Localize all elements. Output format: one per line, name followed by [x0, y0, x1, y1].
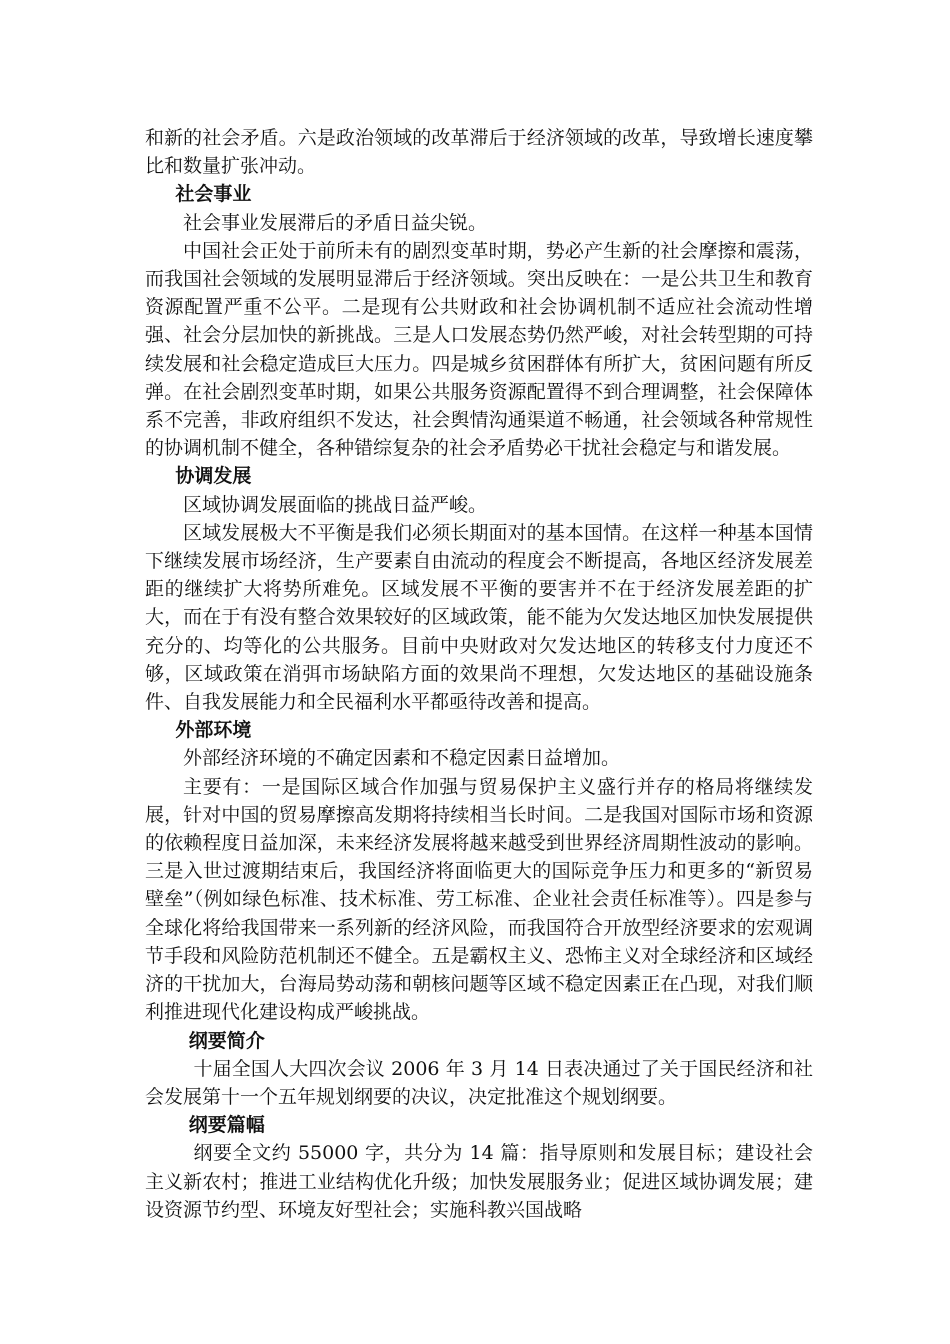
section-lead-social-affairs: 社会事业发展滞后的矛盾日益尖锐。: [183, 211, 488, 234]
section-body-outline-length: 纲要全文约 55000 字，共分为 14 篇：指导原则和发展目标；建设社会主义新农村；推进工业结构优化升级；加快发展服务业；促进区域协调发展；建设资源节约型、环境友好型社会；实施科教兴国战略: [145, 1142, 813, 1221]
section-heading-external-environment: 外部环境: [175, 719, 252, 742]
section-heading-social-affairs: 社会事业: [175, 183, 252, 206]
section-body-coordinated-development: 区域发展极大不平衡是我们必须长期面对的基本国情。在这样一种基本国情下继续发展市场经济，生产要素自由流动的程度会不断提高，各地区经济发展差距的继续扩大将势所难免。区域发展不平衡的要害并不在于经济发展差距的扩大，而在于有没有整合效果较好的区域政策，能不能为欠发达地区加快发展提供充分的、均等化的公共服务。目前中央财政对欠发达地区的转移支付力度还不够，区域政策在消弭市场缺陷方面的效果尚不理想，欠发达地区的基础设施条件、自我发展能力和全民福利水平都亟待改善和提高。: [145, 521, 813, 714]
section-heading-outline-length: 纲要篇幅: [188, 1114, 265, 1137]
section-body-outline-intro: 十届全国人大四次会议 2006 年 3 月 14 日表决通过了关于国民经济和社会发展第十一个五年规划纲要的决议，决定批准这个规划纲要。: [145, 1057, 813, 1108]
section-body-external-environment: 主要有：一是国际区域合作加强与贸易保护主义盛行并存的格局将继续发展，针对中国的贸易摩擦高发期将持续相当长时间。二是我国对国际市场和资源的依赖程度日益加深，未来经济发展将越来越受到世界经济周期性波动的影响。三是入世过渡期结束后，我国经济将面临更大的国际竞争压力和更多的“新贸易壁垒”（例如绿色标准、技术标准、劳工标准、企业社会责任标准等）。四是参与全球化将给我国带来一系列新的经济风险，而我国符合开放型经济要求的宏观调节手段和风险防范机制还不健全。五是霸权主义、恐怖主义对全球经济和区域经济的干扰加大，台海局势动荡和朝核问题等区域不稳定因素正在凸现，对我们顺利推进现代化建设构成严峻挑战。: [145, 775, 813, 1024]
document-body: [145, 124, 813, 1224]
section-lead-external-environment: 外部经济环境的不确定因素和不稳定因素日益增加。: [183, 747, 621, 770]
section-body-social-affairs: 中国社会正处于前所未有的剧烈变革时期，势必产生新的社会摩擦和震荡，而我国社会领域的发展明显滞后于经济领域。突出反映在：一是公共卫生和教育资源配置严重不公平。二是现有公共财政和社会协调机制不适应社会流动性增强、社会分层加快的新挑战。三是人口发展态势仍然严峻，对社会转型期的可持续发展和社会稳定造成巨大压力。四是城乡贫困群体有所扩大，贫困问题有所反弹。在社会剧烈变革时期，如果公共服务资源配置得不到合理调整，社会保障体系不完善，非政府组织不发达，社会舆情沟通渠道不畅通，社会领域各种常规性的协调机制不健全，各种错综复杂的社会矛盾势必干扰社会稳定与和谐发展。: [145, 239, 813, 460]
intro-paragraph: 和新的社会矛盾。六是政治领域的改革滞后于经济领域的改革，导致增长速度攀比和数量扩张冲动。: [145, 127, 813, 178]
section-heading-coordinated-development: 协调发展: [175, 465, 252, 488]
section-lead-coordinated-development: 区域协调发展面临的挑战日益严峻。: [183, 493, 488, 516]
section-heading-outline-intro: 纲要简介: [188, 1029, 265, 1052]
